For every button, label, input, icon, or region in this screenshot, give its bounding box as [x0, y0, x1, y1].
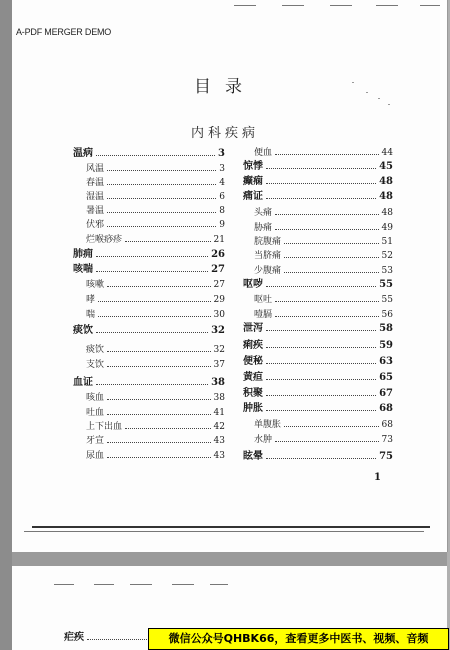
- toc-entry[interactable]: [254, 309, 393, 320]
- toc-entry-page: 48: [379, 176, 393, 187]
- leader-dots: [125, 234, 211, 242]
- toc-entry-page: 75: [379, 451, 393, 462]
- leader-dots: [107, 177, 216, 185]
- toc-entry-page: 8: [219, 206, 225, 216]
- toc-entry-label: 痰饮: [73, 325, 93, 336]
- toc-entry-label: 黄疸: [243, 372, 263, 383]
- leader-dots: [107, 205, 216, 213]
- toc-entry-label: 当脐痛: [254, 251, 282, 261]
- toc-entry-label: 单腹胀: [254, 420, 282, 430]
- toc-entry[interactable]: [86, 234, 225, 245]
- leader-dots: [284, 265, 379, 273]
- toc-entry[interactable]: [243, 388, 393, 399]
- leader-dots: [107, 163, 216, 171]
- toc-entry[interactable]: [243, 191, 393, 202]
- leader-dots: [107, 450, 211, 458]
- leader-dots: [266, 161, 376, 169]
- toc-entry[interactable]: [86, 191, 225, 202]
- page-separator: [12, 552, 447, 566]
- toc-entry[interactable]: [254, 434, 393, 445]
- toc-entry-label: 温病: [73, 148, 93, 159]
- toc-entry-label: 少腹痛: [254, 266, 282, 276]
- toc-entry-page: 73: [381, 435, 393, 445]
- scan-speck: [378, 98, 380, 99]
- toc-entry-label: 哮: [86, 295, 96, 305]
- page-bottom-rule-thin: [24, 531, 424, 532]
- leader-dots: [107, 392, 211, 400]
- toc-entry[interactable]: [243, 323, 393, 334]
- toc-entry-label: 喘: [86, 310, 96, 320]
- toc-entry-page: 65: [379, 372, 393, 383]
- leader-dots: [96, 377, 208, 385]
- toc-entry[interactable]: [243, 161, 393, 172]
- toc-entry-label: 噎膈: [254, 310, 273, 320]
- toc-entry[interactable]: [73, 325, 225, 336]
- leader-dots: [107, 435, 211, 443]
- toc-entry-page: 21: [213, 235, 225, 245]
- scan-dash: [282, 5, 304, 6]
- toc-entry[interactable]: [254, 207, 393, 218]
- leader-dots: [107, 407, 211, 415]
- leader-dots: [266, 176, 376, 184]
- leader-dots: [284, 250, 379, 258]
- toc-entry-page: 38: [211, 377, 225, 388]
- toc-entry-page: 67: [379, 388, 393, 399]
- leader-dots: [107, 219, 216, 227]
- scan-dash: [130, 584, 152, 585]
- toc-entry-page: 56: [381, 310, 393, 320]
- toc-entry-label: 尿血: [86, 451, 105, 461]
- toc-entry[interactable]: [73, 148, 225, 159]
- toc-entry-page: 32: [211, 325, 225, 336]
- toc-entry[interactable]: [86, 163, 225, 174]
- toc-entry-label: 吐血: [86, 408, 105, 418]
- scan-dash: [54, 584, 74, 585]
- section-heading: 内科疾病: [190, 126, 259, 141]
- leader-dots: [275, 222, 379, 230]
- toc-entry-label: 痢疾: [243, 340, 263, 351]
- leader-dots: [96, 148, 215, 156]
- leader-dots: [107, 191, 216, 199]
- toc-entry-page: 68: [379, 403, 393, 414]
- toc-entry[interactable]: [243, 340, 393, 351]
- toc-entry[interactable]: [86, 435, 225, 446]
- toc-entry[interactable]: [73, 377, 225, 388]
- toc-entry[interactable]: [86, 392, 225, 403]
- toc-entry[interactable]: [86, 205, 225, 216]
- toc-entry-label: 水肿: [254, 435, 273, 445]
- toc-entry-page: 9: [219, 220, 225, 230]
- toc-entry-page: 63: [379, 356, 393, 367]
- toc-entry-label: 胁痛: [254, 223, 273, 233]
- toc-entry-page: 3: [218, 148, 225, 159]
- toc-entry[interactable]: [86, 359, 225, 370]
- promo-banner: 微信公众号QHBK66，查看更多中医书、视频、音频: [148, 628, 449, 650]
- toc-entry-page: 26: [211, 249, 225, 260]
- toc-entry[interactable]: [243, 176, 393, 187]
- toc-entry-label: 肿胀: [243, 403, 263, 414]
- toc-entry-page: 6: [219, 192, 225, 202]
- toc-entry-page: 4: [219, 178, 225, 188]
- toc-entry-page: 53: [381, 266, 393, 276]
- leader-dots: [266, 340, 376, 348]
- leader-dots: [98, 309, 211, 317]
- scan-dash: [172, 584, 194, 585]
- toc-entry-page: 51: [381, 237, 393, 247]
- leader-dots: [98, 294, 211, 302]
- toc-entry-page: 52: [381, 251, 393, 261]
- toc-entry[interactable]: [73, 264, 225, 275]
- toc-entry-page: 3: [219, 164, 225, 174]
- toc-entry-page: 45: [379, 161, 393, 172]
- leader-dots: [284, 419, 379, 427]
- leader-dots: [266, 323, 376, 331]
- leader-dots: [96, 264, 208, 272]
- leader-dots: [96, 249, 208, 257]
- toc-entry-label: 肺痈: [73, 249, 93, 260]
- page-number: 1: [374, 472, 381, 483]
- leader-dots: [266, 356, 376, 364]
- leader-dots: [266, 279, 376, 287]
- toc-entry-page: 55: [379, 279, 393, 290]
- toc-entry-label: 头痛: [254, 208, 273, 218]
- toc-entry[interactable]: [254, 294, 393, 305]
- toc-entry-page: 32: [213, 345, 225, 355]
- leader-dots: [107, 344, 211, 352]
- leader-dots: [266, 403, 376, 411]
- leader-dots: [275, 147, 379, 155]
- leader-dots: [107, 279, 211, 287]
- toc-entry-label: 痛证: [243, 191, 263, 202]
- toc-entry-label: 春温: [86, 178, 105, 188]
- toc-entry-label: 支饮: [86, 360, 105, 370]
- toc-entry-page: 42: [213, 422, 225, 432]
- leader-dots: [125, 421, 211, 429]
- toc-entry-page: 48: [379, 191, 393, 202]
- toc-entry[interactable]: [86, 407, 225, 418]
- toc-entry[interactable]: [86, 309, 225, 320]
- toc-entry-label: 便秘: [243, 356, 263, 367]
- toc-entry[interactable]: [254, 222, 393, 233]
- leader-dots: [266, 388, 376, 396]
- toc-entry-label: 咳喘: [73, 264, 93, 275]
- leader-dots: [266, 372, 376, 380]
- leader-dots: [284, 236, 379, 244]
- toc-entry-page: 43: [213, 451, 225, 461]
- toc-entry[interactable]: [254, 250, 393, 261]
- toc-entry-label: 呕吐: [254, 295, 273, 305]
- pdf-watermark: A-PDF MERGER DEMO: [16, 27, 112, 37]
- toc-entry-label: 牙宣: [86, 436, 105, 446]
- scan-dash: [420, 5, 440, 6]
- scan-speck: [388, 104, 390, 105]
- toc-entry-label: 暑温: [86, 206, 105, 216]
- toc-entry[interactable]: [254, 147, 393, 158]
- toc-entry-label: 咳嗽: [86, 280, 105, 290]
- toc-entry-page: 37: [213, 360, 225, 370]
- toc-entry-label: 便血: [254, 148, 273, 158]
- toc-entry[interactable]: [86, 344, 225, 355]
- toc-entry-page: 43: [213, 436, 225, 446]
- toc-entry[interactable]: [86, 177, 225, 188]
- toc-entry-page: 38: [213, 393, 225, 403]
- toc-entry-page: 44: [381, 148, 393, 158]
- scan-dash: [376, 5, 398, 6]
- scan-dash: [210, 584, 228, 585]
- toc-entry[interactable]: [243, 372, 393, 383]
- toc-entry-label: 癫痫: [243, 176, 263, 187]
- toc-entry-label: 上下出血: [86, 422, 123, 432]
- toc-entry[interactable]: [86, 219, 225, 230]
- toc-entry-label: 风温: [86, 164, 105, 174]
- toc-entry-page: 55: [381, 295, 393, 305]
- toc-entry[interactable]: [243, 279, 393, 290]
- toc-entry-label: 泄泻: [243, 323, 263, 334]
- scan-dash: [94, 584, 114, 585]
- toc-entry-page: 58: [379, 323, 393, 334]
- toc-entry[interactable]: [243, 356, 393, 367]
- toc-entry-page: 27: [213, 280, 225, 290]
- page-title: 目录: [194, 77, 256, 97]
- leader-dots: [96, 325, 208, 333]
- scan-speck: [352, 82, 354, 83]
- toc-entry[interactable]: [86, 279, 225, 290]
- toc-entry-page: 30: [213, 310, 225, 320]
- toc-entry[interactable]: [73, 249, 225, 260]
- toc-entry-label: 痰饮: [86, 345, 105, 355]
- toc-entry-label: 脘腹痛: [254, 237, 282, 247]
- toc-entry-label: 伏邪: [86, 220, 105, 230]
- toc-entry-page: 27: [211, 264, 225, 275]
- toc-entry-label: 烂喉痧疹: [86, 235, 123, 245]
- leader-dots: [275, 207, 379, 215]
- toc-entry-label: 湿温: [86, 192, 105, 202]
- leader-dots: [107, 359, 211, 367]
- leader-dots: [275, 309, 379, 317]
- toc-entry-page: 59: [379, 340, 393, 351]
- toc-entry-label: 血证: [73, 377, 93, 388]
- toc-entry-page: 41: [213, 408, 225, 418]
- toc-entry-label: 积聚: [243, 388, 263, 399]
- scan-dash: [330, 5, 352, 6]
- toc-entry-label: 眩晕: [243, 451, 263, 462]
- toc-entry[interactable]: [254, 265, 393, 276]
- toc-entry[interactable]: [86, 421, 225, 432]
- leader-dots: [266, 451, 376, 459]
- toc-entry-label: 咳血: [86, 393, 105, 403]
- toc-entry[interactable]: [86, 450, 225, 461]
- leader-dots: [275, 434, 379, 442]
- toc-entry-page: 48: [381, 208, 393, 218]
- toc-entry[interactable]: [243, 451, 393, 462]
- toc-entry[interactable]: [254, 419, 393, 430]
- scan-dash: [234, 5, 256, 6]
- toc-entry-page: 68: [381, 420, 393, 430]
- leader-dots: [266, 191, 376, 199]
- toc-entry-label: 疟疾: [64, 632, 84, 643]
- viewer-left-border: [0, 0, 12, 650]
- toc-entry-page: 49: [381, 223, 393, 233]
- page-bottom-rule: [32, 526, 430, 528]
- toc-entry-label: 呕哕: [243, 279, 263, 290]
- leader-dots: [275, 294, 379, 302]
- toc-entry-page: 29: [213, 295, 225, 305]
- toc-entry[interactable]: [243, 403, 393, 414]
- toc-entry-label: 惊悸: [243, 161, 263, 172]
- toc-entry[interactable]: [86, 294, 225, 305]
- scan-speck: [366, 92, 368, 93]
- toc-entry[interactable]: [254, 236, 393, 247]
